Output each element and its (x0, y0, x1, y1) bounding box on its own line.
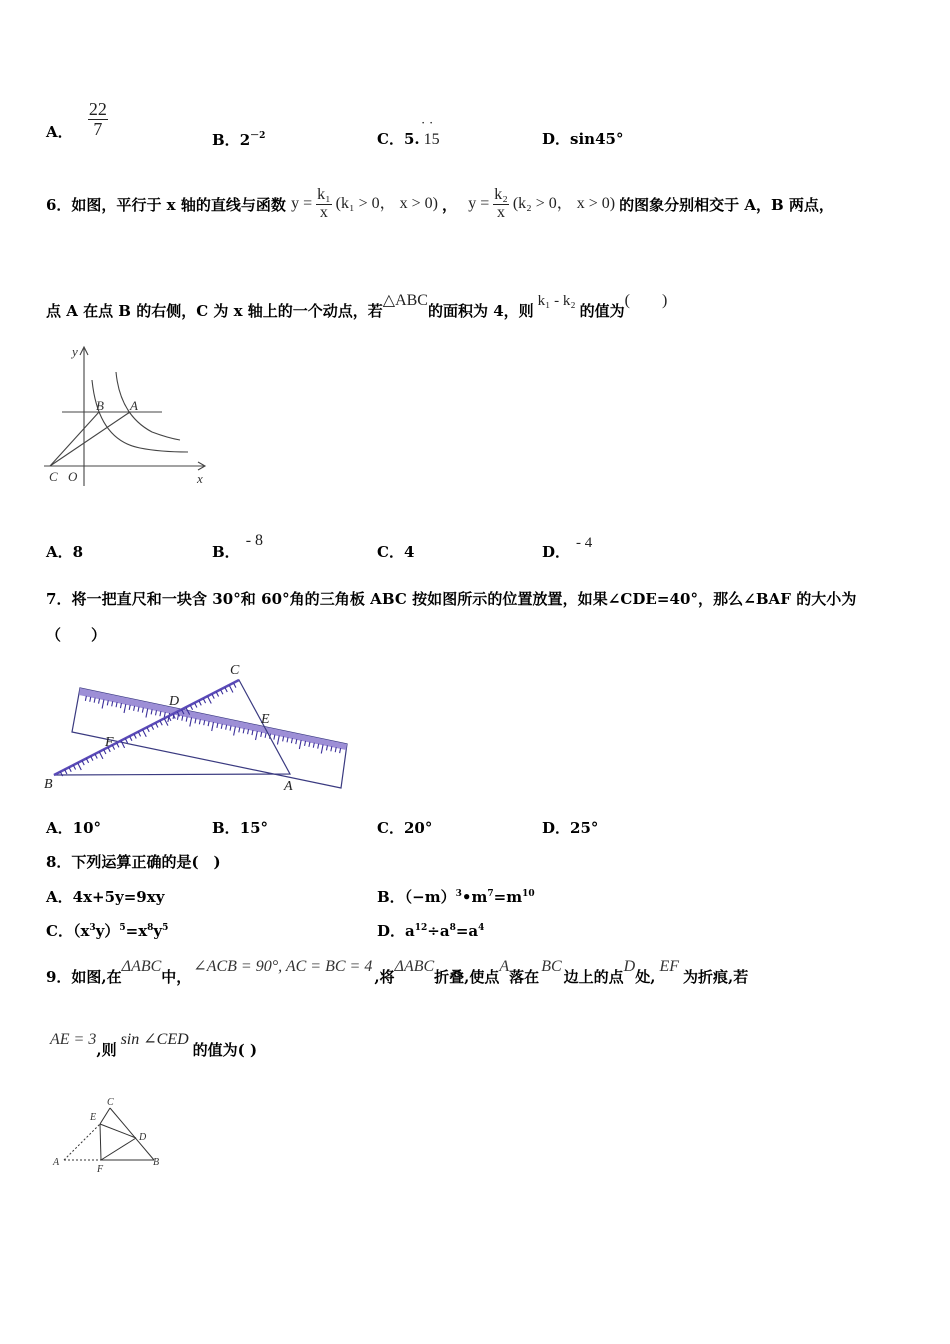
q7-triangle-tick (234, 683, 236, 687)
q6-line2-text-b: 的面积为 4，则 (427, 302, 534, 320)
q7-ruler-tick (261, 732, 262, 737)
q7-triangle-tick (212, 694, 214, 698)
q6-fig-b: B (96, 398, 104, 413)
q7-ruler-tick (102, 700, 104, 709)
q7-fig-c: C (230, 663, 240, 678)
q6-curve-k1 (116, 372, 180, 440)
q6-c-label: C． (377, 543, 404, 561)
q7-ruler-tick (291, 738, 292, 743)
q7-ruler-tick (124, 704, 126, 713)
q8-b-mid: •m (461, 888, 488, 906)
q7-ruler-tick (256, 731, 258, 740)
q7-ruler-tick (186, 717, 187, 722)
q7-ruler-tick (226, 725, 227, 730)
q7-ruler-tick (277, 736, 279, 745)
q7-triangle-tick (229, 685, 233, 692)
q7-triangle-tick (134, 734, 136, 738)
q7-ruler-tick (146, 709, 148, 718)
q7-ruler-tick (230, 726, 231, 731)
q7-ruler-tick (283, 736, 284, 741)
q8-d-eq: =a (455, 922, 479, 940)
q9-fig-c: C (107, 1097, 114, 1108)
q5-option-c (377, 120, 440, 149)
q9-segment-ce (100, 1108, 110, 1124)
q6-f1-y: y = (291, 194, 313, 212)
q6-option-d (542, 535, 593, 562)
q9-segment-cb (110, 1108, 154, 1160)
q7-ruler-tick (248, 729, 249, 734)
q6-segment-cb (50, 412, 99, 466)
q7-ruler-tick (204, 720, 205, 725)
q9-text-4: 折叠,使点 (434, 968, 500, 986)
q6-fig-y: y (72, 344, 78, 359)
q6-d-value: - 4 (576, 535, 593, 551)
q9-text-3: ,将 (374, 968, 395, 986)
q7-ruler-tick (129, 705, 130, 710)
q6-a-label: A． (46, 543, 73, 561)
q7-triangle-tick (99, 752, 103, 759)
q9-fig-d: D (139, 1132, 147, 1143)
q8-option-d (377, 920, 484, 941)
q7-triangle-tick (147, 728, 149, 732)
q9-text-10: 的值为( ) (192, 1041, 258, 1059)
q9-text-1: 9．如图,在 (46, 968, 122, 986)
q5-d-value: sin45° (570, 130, 624, 148)
q7-triangle-tick (143, 730, 147, 737)
q7-fig-e: E (261, 712, 270, 727)
q7-triangle-tick (78, 763, 82, 770)
q6-f1-num: k₁ (317, 186, 331, 203)
q5-b-base: 2 (239, 131, 251, 149)
q6-option-a (46, 541, 83, 562)
q7-ruler-tick (164, 712, 165, 717)
q8-d-e1: 12 (414, 923, 428, 933)
q7-line2: （ ） (46, 626, 107, 644)
q7-b-value: 15° (239, 819, 269, 837)
q5-c-integer: 5. (403, 130, 420, 148)
q9-fig-b: B (153, 1157, 160, 1168)
q6-fig-c: C (49, 469, 58, 484)
q7-ruler-tick (142, 708, 143, 713)
q7-triangle-tick (164, 719, 168, 726)
q7-ruler-tick (94, 698, 95, 703)
q7-ruler-tick (331, 746, 332, 751)
q6-line2 (46, 287, 668, 320)
q5-c-repeat-dots: ˙˙ (420, 120, 437, 136)
q7-fig-d: D (169, 694, 180, 709)
q9-segment-fd (101, 1138, 136, 1160)
q7-ruler-tick (313, 743, 314, 748)
q8-c-y: y (153, 922, 163, 940)
q7-figure (42, 658, 352, 798)
q6-k-expression: k₁ - k₂ (537, 293, 576, 309)
q8-c-eq: =x (125, 922, 148, 940)
q9-segment-bc: BC (541, 958, 562, 975)
q5-option-a (46, 100, 108, 139)
q7-ruler-tick (190, 718, 192, 727)
q9-point-a: A (499, 958, 510, 975)
q6-comma: ， (441, 195, 457, 214)
q7-ruler-tick (335, 747, 336, 752)
q7-triangle-tick (160, 721, 162, 725)
q7-ruler-tick (208, 721, 209, 726)
q6-option-c (377, 541, 414, 562)
q8-c-e4: 5 (162, 923, 169, 933)
q7-triangle-tick (208, 697, 212, 704)
q8-b-label: B．（−m） (377, 888, 456, 906)
q7-ruler-tick (112, 701, 113, 706)
q7-ruler-tick (252, 730, 253, 735)
q5-option-b (212, 128, 265, 150)
q7-c-value: 20° (403, 819, 433, 837)
q7-option-b (212, 817, 268, 838)
q8-option-c (46, 920, 168, 941)
q7-triangle-tick (121, 741, 125, 748)
q9-sin-expression: sin ∠CED (120, 1031, 189, 1048)
q6-fig-o: O (68, 469, 78, 484)
q7-ruler-tick (326, 745, 327, 750)
q9-text-8: 为折痕,若 (683, 968, 749, 986)
q5-b-exponent: －2 (250, 131, 266, 141)
q6-d-label: D． (542, 543, 571, 561)
q9-figure (44, 1094, 169, 1176)
q7-fig-b: B (44, 777, 53, 792)
q6-c-value: 4 (403, 543, 415, 561)
q9-fig-a: A (53, 1157, 60, 1168)
q9-text-7: 处, (635, 968, 656, 986)
q7-ruler-tick (299, 740, 301, 749)
q7-fig-a: A (284, 779, 293, 794)
q7-ruler-tick (305, 741, 306, 746)
q6-option-b (212, 532, 264, 562)
q5-a-fraction (88, 100, 108, 139)
q7-ruler-tick (287, 737, 288, 742)
q7-ruler-tick (90, 697, 91, 702)
q5-a-label: A． (46, 122, 73, 141)
q8-c-e3: 8 (147, 923, 154, 933)
q7-triangle-tick (138, 732, 140, 736)
q9-triangle-1: ΔABC (121, 958, 162, 975)
q5-option-d (542, 128, 623, 149)
q7-option-a (46, 817, 101, 838)
q7-triangle-tick (225, 688, 227, 692)
q7-ruler-tick (120, 703, 121, 708)
q6-f2-fraction (493, 187, 509, 222)
q7-triangle-tick (151, 725, 153, 729)
q7-ruler-tick (138, 707, 139, 712)
q7-ruler-tick (156, 710, 157, 715)
q7-option-d (542, 817, 598, 838)
q9-text-2: 中， (161, 968, 192, 986)
q7-triangle-tick (117, 743, 119, 747)
q7-ruler-tick (234, 727, 236, 736)
q8-b-exp3: 10 (522, 889, 535, 899)
q5-b-label: B． (212, 131, 240, 149)
q7-ruler-tick (309, 742, 310, 747)
q6-triangle-abc: △ABC (382, 292, 428, 309)
q6-prefix: 6．如图，平行于 x 轴的直线与函数 (46, 195, 286, 214)
q8-d-mid: ÷a (427, 922, 450, 940)
q6-function-1 (291, 186, 442, 221)
q6-f2-y: y = (468, 194, 490, 212)
q7-ruler-tick (182, 716, 183, 721)
q9-segment-ef: EF (659, 958, 679, 975)
q7-a-value: 10° (72, 819, 102, 837)
q5-c-decimals: 15 (423, 131, 440, 148)
q7-ruler-tick (212, 722, 214, 731)
q6-f2-num: k₂ (494, 186, 508, 203)
q7-ruler-tick (195, 718, 196, 723)
q7-ruler-tick (151, 709, 152, 714)
q7-ruler-tick (321, 745, 323, 754)
q7-c-label: C． (377, 819, 404, 837)
q8-c-label: C．（x (46, 922, 90, 940)
q7-a-label: A． (46, 819, 73, 837)
q7-ruler-tick (265, 733, 266, 738)
q9-fig-f: F (97, 1164, 104, 1175)
q9-triangle-2: ΔABC (394, 958, 435, 975)
q7-triangle-tick (125, 739, 127, 743)
q7-triangle-tick (199, 701, 201, 705)
q8-option-a: A．4x+5y=9xy (46, 888, 165, 906)
q6-line2-text-a: 点 A 在点 B 的右侧，C 为 x 轴上的一个动点，若 (46, 302, 383, 320)
q7-ruler-tick (177, 715, 178, 720)
q7-triangle-tick (195, 703, 197, 707)
q8-c-mid: y） (95, 922, 120, 940)
q9-condition: ∠ACB = 90°, AC = BC = 4 (193, 958, 373, 975)
q7-ruler-tick (160, 711, 161, 716)
q5-a-numerator: 22 (88, 99, 107, 119)
q6-line1 (46, 187, 834, 222)
q5-d-label: D． (542, 130, 571, 148)
q7-fig-f: F (105, 735, 114, 750)
q7-triangle-tick (216, 692, 218, 696)
q6-f2-condition: (k₂ > 0， x > 0) (512, 194, 616, 212)
q8-d-e2: 8 (449, 923, 456, 933)
q7-ruler-tick (134, 706, 135, 711)
q9-line1 (46, 955, 749, 986)
q9-fig-e: E (90, 1112, 97, 1123)
q7-ruler-tick (221, 724, 222, 729)
q7-line1: 7．将一把直尺和一块含 30°和 60°角的三角板 ABC 按如图所示的位置放置，如果∠CDE=40°，那么∠BAF 的大小为 (46, 590, 857, 608)
q7-ruler-tick (107, 700, 108, 705)
q7-triangle-tick (221, 690, 223, 694)
q7-option-c (377, 817, 432, 838)
q7-ruler-tick (116, 702, 117, 707)
q8-b-exp1: 3 (455, 889, 462, 899)
q6-fig-x: x (197, 471, 203, 486)
q8-d-label: D．a (377, 922, 415, 940)
q6-b-value: - 8 (245, 532, 264, 549)
q7-ruler-tick (239, 727, 240, 732)
q8-title: 8．下列运算正确的是( ) (46, 853, 221, 871)
q7-ruler-tick (274, 735, 275, 740)
q8-c-e2: 5 (119, 923, 126, 933)
q8-d-e3: 4 (478, 923, 485, 933)
q9-line2 (50, 1028, 258, 1059)
q7-triangle-tick (203, 699, 205, 703)
q6-curve-k2 (92, 380, 188, 452)
q6-answer-paren: ( ) (624, 292, 668, 309)
q7-triangle-tick (156, 723, 158, 727)
q7-triangle-tick (190, 705, 192, 709)
q6-f1-fraction (316, 187, 332, 222)
q5-a-denominator: 7 (93, 118, 103, 139)
q7-ruler-tick (243, 728, 244, 733)
q6-a-value: 8 (72, 543, 84, 561)
q9-ae-value: AE = 3 (50, 1031, 97, 1048)
q7-ruler-tick (340, 748, 341, 753)
q6-line2-text-c: 的值为 (579, 302, 625, 320)
q6-f1-den: x (319, 203, 328, 221)
q7-b-label: B． (212, 819, 240, 837)
q9-fold-ae (64, 1124, 100, 1160)
q7-triangle-tick (130, 736, 132, 740)
q8-b-exp2: 7 (487, 889, 494, 899)
q8-b-eq: =m (493, 888, 523, 906)
q6-fig-a: A (130, 398, 138, 413)
q9-text-6: 边上的点 (563, 968, 624, 986)
q7-d-value: 25° (570, 819, 599, 837)
q6-function-2 (468, 186, 619, 221)
q7-ruler-tick (318, 744, 319, 749)
q9-segment-ed (100, 1124, 136, 1138)
q5-c-label: C． (377, 130, 404, 148)
q8-option-b (377, 886, 535, 907)
q7-ruler-tick (296, 739, 297, 744)
q6-f2-den: x (497, 203, 506, 221)
q9-text-9: ,则 (96, 1041, 117, 1059)
q9-point-d: D (623, 958, 636, 975)
q6-suffix: 的图象分别相交于 A，B 两点， (619, 195, 834, 214)
q9-text-5: 落在 (509, 968, 540, 986)
q8-c-e1: 3 (89, 923, 96, 933)
q6-f1-condition: (k₁ > 0， x > 0) (335, 194, 438, 212)
q6-figure (40, 340, 215, 490)
q7-d-label: D． (542, 819, 571, 837)
q7-ruler-tick (217, 723, 218, 728)
q7-ruler-tick (85, 696, 86, 701)
q9-segment-ef (100, 1124, 101, 1160)
q7-ruler-tick (199, 719, 200, 724)
q6-b-label: B． (212, 543, 240, 561)
q7-ruler-tick (99, 699, 100, 704)
